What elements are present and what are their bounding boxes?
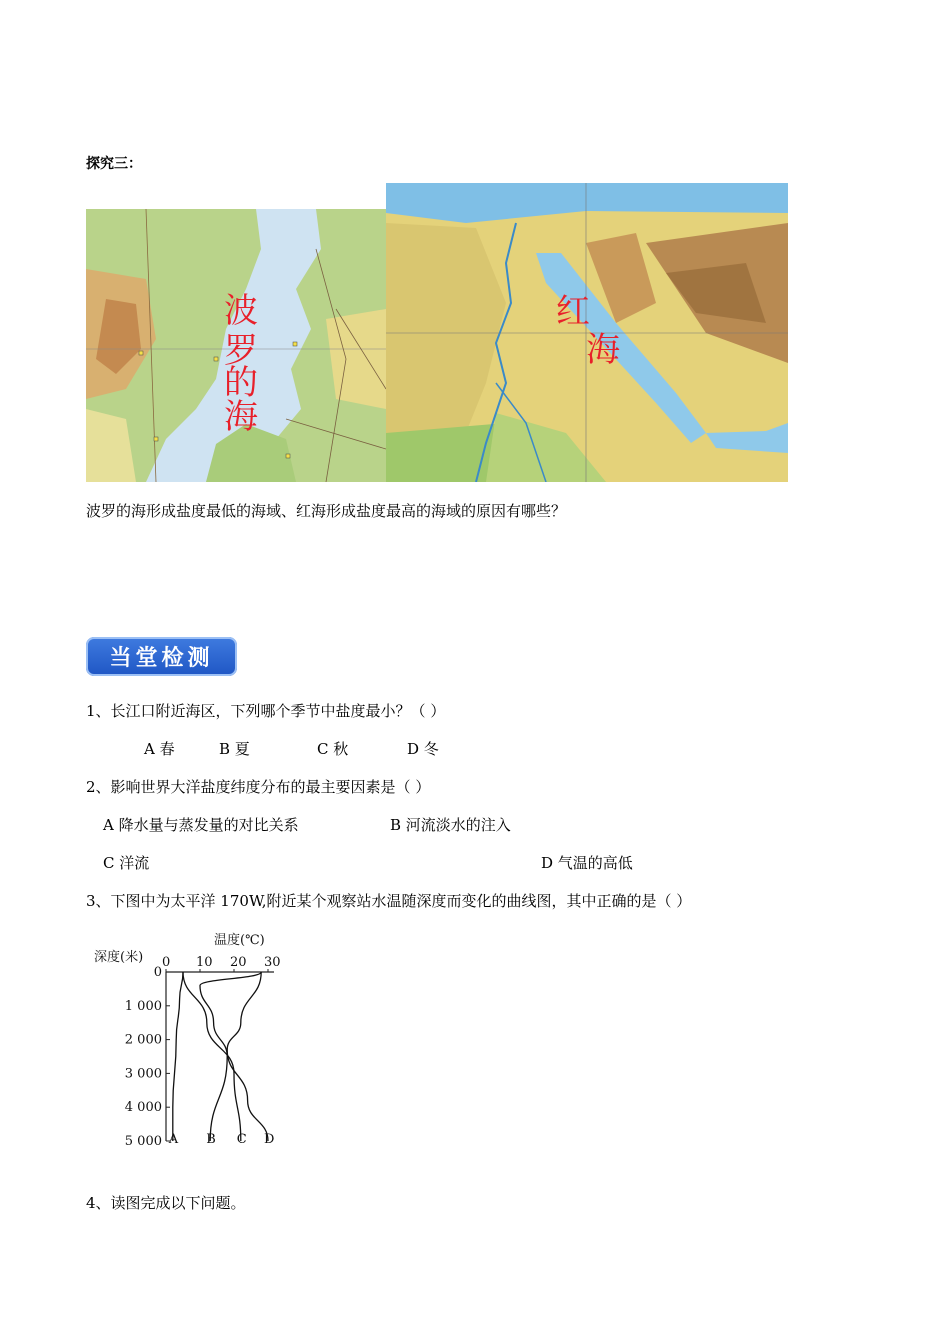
- red-sea-label-char: 海: [586, 330, 620, 370]
- baltic-label-char: 波: [224, 291, 258, 331]
- quiz-badge: 当堂检测: [86, 637, 237, 676]
- x-tick-label: 10: [196, 955, 213, 970]
- chart-ylabel: 深度(米): [94, 950, 144, 965]
- q2-option-b: B 河流淡水的注入: [390, 816, 511, 834]
- y-tick-label: 0: [153, 965, 162, 980]
- y-tick-label: 1 000: [124, 998, 162, 1014]
- series-label-d: D: [264, 1132, 275, 1147]
- q2-stem: 2、影响世界大洋盐度纬度分布的最主要因素是（ ）: [86, 778, 431, 796]
- q1-option-d: D 冬: [407, 740, 439, 758]
- q1-option-b: B 夏: [219, 740, 250, 758]
- q2-option-a: A 降水量与蒸发量的对比关系: [103, 816, 299, 834]
- y-tick-label: 3 000: [124, 1066, 162, 1082]
- y-tick-label: 2 000: [124, 1032, 162, 1048]
- q3-stem: 3、下图中为太平洋 170W,附近某个观察站水温随深度而变化的曲线图，其中正确的是（ ）: [86, 892, 692, 910]
- baltic-label-char: 罗: [224, 331, 258, 371]
- x-tick-label: 30: [264, 955, 281, 970]
- q4-stem: 4、读图完成以下问题。: [86, 1194, 246, 1212]
- q2-option-c: C 洋流: [103, 854, 150, 872]
- chart-title: 温度(℃): [214, 933, 265, 948]
- section-title: 探究三：: [86, 156, 142, 172]
- series-line-d: [227, 972, 268, 1141]
- series-label-b: B: [206, 1132, 216, 1147]
- series-label-c: C: [236, 1132, 247, 1147]
- q1-option-a: A 春: [144, 740, 175, 758]
- series-line-c: [183, 972, 241, 1141]
- y-tick-label: 5 000: [124, 1134, 162, 1149]
- baltic-sea-map: [86, 209, 386, 482]
- red-sea-map: [386, 183, 788, 482]
- chart-svg: [86, 926, 296, 1156]
- question-intro: 波罗的海形成盐度最低的海域、红海形成盐度最高的海域的原因有哪些？: [86, 502, 567, 520]
- q1-stem: 1、长江口附近海区，下列哪个季节中盐度最小？（ ）: [86, 702, 446, 720]
- q2-option-d: D 气温的高低: [541, 854, 633, 872]
- temperature-depth-chart: [86, 926, 296, 1156]
- x-tick-label: 20: [230, 955, 247, 970]
- series-line-b: [200, 972, 261, 1141]
- series-line-a: [173, 972, 183, 1141]
- series-label-a: A: [168, 1132, 179, 1147]
- baltic-label-char: 海: [224, 397, 258, 437]
- baltic-label-char: 的: [224, 363, 258, 403]
- red-sea-label-char: 红: [556, 292, 590, 332]
- q1-option-c: C 秋: [317, 740, 349, 758]
- y-tick-label: 4 000: [124, 1100, 162, 1116]
- x-tick-label: 0: [162, 955, 171, 970]
